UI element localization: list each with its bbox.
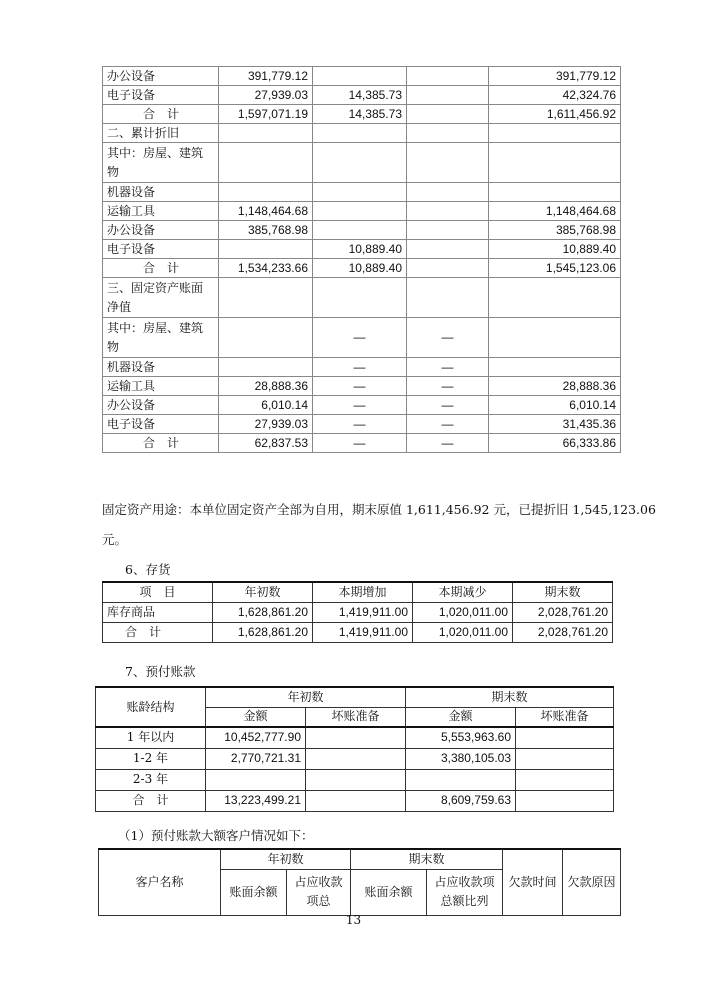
row-label: 2-3 年 bbox=[96, 769, 206, 790]
major-clients-table bbox=[98, 848, 621, 916]
prepayments-table bbox=[95, 686, 614, 812]
cell-value: 28,888.36 bbox=[489, 377, 621, 396]
cell-value: 1,628,861.20 bbox=[213, 622, 313, 642]
cell-value bbox=[313, 202, 407, 221]
cell-value bbox=[489, 278, 621, 318]
cell-value bbox=[407, 278, 489, 318]
table-row bbox=[103, 221, 621, 240]
cell-value: 31,435.36 bbox=[489, 415, 621, 434]
cell-value: 1,020,011.00 bbox=[413, 602, 513, 622]
cell-value: 10,889.40 bbox=[489, 240, 621, 259]
cell-value bbox=[489, 124, 621, 143]
cell-value: — bbox=[313, 434, 407, 453]
row-label: 合 计 bbox=[103, 434, 219, 453]
column-header: 本期减少 bbox=[413, 582, 513, 602]
cell-value bbox=[306, 727, 406, 748]
table-row bbox=[103, 67, 621, 86]
cell-value: — bbox=[313, 396, 407, 415]
row-label: 其中：房屋、建筑物 bbox=[103, 143, 219, 183]
cell-value: 62,837.53 bbox=[219, 434, 313, 453]
header-ratio-end: 占应收款项总额比列 bbox=[427, 869, 503, 915]
row-label: 1-2 年 bbox=[96, 748, 206, 769]
cell-value: 27,939.03 bbox=[219, 86, 313, 105]
cell-value bbox=[313, 124, 407, 143]
fixed-assets-note: 固定资产用途：本单位固定资产全部为自用，期末原值 1,611,456.92 元，已提折旧 1,545,123.06 bbox=[102, 502, 656, 517]
cell-value bbox=[407, 143, 489, 183]
row-label: 其中：房屋、建筑物 bbox=[103, 318, 219, 358]
row-label: 1 年以内 bbox=[96, 727, 206, 748]
cell-value: 14,385.73 bbox=[313, 105, 407, 124]
cell-value bbox=[313, 67, 407, 86]
table-row bbox=[96, 727, 614, 748]
row-label: 合 计 bbox=[96, 790, 206, 811]
cell-value: 1,534,233.66 bbox=[219, 259, 313, 278]
table-row bbox=[103, 259, 621, 278]
cell-value: 391,779.12 bbox=[489, 67, 621, 86]
header-overdue-reason: 欠款原因 bbox=[563, 849, 621, 915]
row-label: 机器设备 bbox=[103, 358, 219, 377]
header-aging: 账龄结构 bbox=[96, 687, 206, 727]
cell-value: — bbox=[313, 377, 407, 396]
cell-value bbox=[407, 221, 489, 240]
table-row bbox=[103, 622, 613, 642]
cell-value: 2,028,761.20 bbox=[513, 602, 613, 622]
header-overdue-time: 欠款时间 bbox=[503, 849, 563, 915]
inventory-heading: 6、存货 bbox=[125, 562, 171, 577]
table-row bbox=[103, 86, 621, 105]
cell-value bbox=[516, 727, 614, 748]
row-label: 办公设备 bbox=[103, 221, 219, 240]
row-label: 合 计 bbox=[103, 622, 213, 642]
cell-value: 3,380,105.03 bbox=[406, 748, 516, 769]
header-begin-provision: 坏账准备 bbox=[306, 707, 406, 727]
cell-value: 1,148,464.68 bbox=[489, 202, 621, 221]
cell-value bbox=[516, 769, 614, 790]
header-begin: 年初数 bbox=[206, 687, 406, 707]
table-row bbox=[103, 434, 621, 453]
cell-value: — bbox=[313, 358, 407, 377]
cell-value: 385,768.98 bbox=[489, 221, 621, 240]
table-row bbox=[96, 769, 614, 790]
row-label: 三、固定资产账面净值 bbox=[103, 278, 219, 318]
cell-value bbox=[489, 318, 621, 358]
header-end-amount: 金额 bbox=[406, 707, 516, 727]
header-end: 期末数 bbox=[351, 849, 503, 869]
cell-value: — bbox=[407, 434, 489, 453]
cell-value: — bbox=[407, 415, 489, 434]
prepayments-heading: 7、预付账款 bbox=[125, 664, 196, 679]
row-label: 运输工具 bbox=[103, 202, 219, 221]
cell-value bbox=[219, 183, 313, 202]
row-label: 电子设备 bbox=[103, 240, 219, 259]
table-row bbox=[103, 124, 621, 143]
cell-value bbox=[313, 221, 407, 240]
cell-value: 391,779.12 bbox=[219, 67, 313, 86]
cell-value: 1,148,464.68 bbox=[219, 202, 313, 221]
cell-value: 1,611,456.92 bbox=[489, 105, 621, 124]
cell-value bbox=[407, 124, 489, 143]
header-end: 期末数 bbox=[406, 687, 614, 707]
table-row bbox=[103, 318, 621, 358]
column-header: 年初数 bbox=[213, 582, 313, 602]
cell-value bbox=[407, 240, 489, 259]
cell-value bbox=[219, 124, 313, 143]
header-begin: 年初数 bbox=[221, 849, 351, 869]
cell-value: — bbox=[407, 358, 489, 377]
column-header: 项 目 bbox=[103, 582, 213, 602]
table-header-row bbox=[103, 582, 613, 602]
cell-value bbox=[306, 748, 406, 769]
table-row bbox=[103, 202, 621, 221]
row-label: 机器设备 bbox=[103, 183, 219, 202]
row-label: 电子设备 bbox=[103, 86, 219, 105]
header-begin-amount: 金额 bbox=[206, 707, 306, 727]
cell-value bbox=[219, 358, 313, 377]
cell-value bbox=[219, 143, 313, 183]
cell-value bbox=[407, 183, 489, 202]
cell-value: 8,609,759.63 bbox=[406, 790, 516, 811]
table-row bbox=[103, 278, 621, 318]
cell-value: — bbox=[407, 377, 489, 396]
cell-value bbox=[406, 769, 516, 790]
cell-value: 42,324.76 bbox=[489, 86, 621, 105]
cell-value: — bbox=[313, 415, 407, 434]
table-row bbox=[103, 377, 621, 396]
cell-value: 385,768.98 bbox=[219, 221, 313, 240]
cell-value: 1,597,071.19 bbox=[219, 105, 313, 124]
row-label: 办公设备 bbox=[103, 67, 219, 86]
cell-value: 10,889.40 bbox=[313, 240, 407, 259]
cell-value: 1,628,861.20 bbox=[213, 602, 313, 622]
cell-value bbox=[313, 278, 407, 318]
fixed-assets-table bbox=[102, 66, 621, 453]
cell-value: 1,020,011.00 bbox=[413, 622, 513, 642]
cell-value: 10,452,777.90 bbox=[206, 727, 306, 748]
table-row bbox=[103, 602, 613, 622]
cell-value bbox=[516, 748, 614, 769]
cell-value: — bbox=[407, 318, 489, 358]
cell-value: 10,889.40 bbox=[313, 259, 407, 278]
cell-value: — bbox=[313, 318, 407, 358]
cell-value bbox=[489, 143, 621, 183]
cell-value bbox=[219, 278, 313, 318]
header-ratio-begin: 占应收款项总 bbox=[287, 869, 351, 915]
cell-value: 6,010.14 bbox=[489, 396, 621, 415]
major-clients-heading: （1）预付账款大额客户情况如下： bbox=[118, 828, 314, 843]
cell-value: 13,223,499.21 bbox=[206, 790, 306, 811]
row-label: 电子设备 bbox=[103, 415, 219, 434]
table-row bbox=[103, 105, 621, 124]
table-row bbox=[103, 143, 621, 183]
cell-value: 6,010.14 bbox=[219, 396, 313, 415]
cell-value: 5,553,963.60 bbox=[406, 727, 516, 748]
row-label: 库存商品 bbox=[103, 602, 213, 622]
cell-value bbox=[313, 183, 407, 202]
table-row bbox=[96, 748, 614, 769]
fixed-assets-note-end: 元。 bbox=[102, 532, 128, 547]
cell-value: 2,770,721.31 bbox=[206, 748, 306, 769]
inventory-table bbox=[102, 581, 613, 643]
cell-value bbox=[516, 790, 614, 811]
cell-value: 1,419,911.00 bbox=[313, 622, 413, 642]
column-header: 本期增加 bbox=[313, 582, 413, 602]
cell-value bbox=[407, 259, 489, 278]
cell-value bbox=[219, 240, 313, 259]
column-header: 期末数 bbox=[513, 582, 613, 602]
cell-value bbox=[489, 183, 621, 202]
table-row bbox=[103, 358, 621, 377]
header-book-end: 账面余额 bbox=[351, 869, 427, 915]
cell-value bbox=[219, 318, 313, 358]
cell-value: 28,888.36 bbox=[219, 377, 313, 396]
page-number: 13 bbox=[345, 913, 362, 927]
table-row bbox=[96, 790, 614, 811]
cell-value: 1,419,911.00 bbox=[313, 602, 413, 622]
cell-value bbox=[407, 105, 489, 124]
table-row bbox=[103, 415, 621, 434]
cell-value: 14,385.73 bbox=[313, 86, 407, 105]
cell-value bbox=[407, 86, 489, 105]
cell-value: — bbox=[407, 396, 489, 415]
cell-value: 27,939.03 bbox=[219, 415, 313, 434]
table-row bbox=[103, 396, 621, 415]
cell-value bbox=[306, 769, 406, 790]
row-label: 合 计 bbox=[103, 105, 219, 124]
cell-value bbox=[407, 67, 489, 86]
header-book-begin: 账面余额 bbox=[221, 869, 287, 915]
header-end-provision: 坏账准备 bbox=[516, 707, 614, 727]
header-client: 客户名称 bbox=[99, 849, 221, 915]
row-label: 运输工具 bbox=[103, 377, 219, 396]
cell-value bbox=[306, 790, 406, 811]
cell-value bbox=[407, 202, 489, 221]
table-row bbox=[103, 240, 621, 259]
table-row bbox=[103, 183, 621, 202]
cell-value bbox=[313, 143, 407, 183]
cell-value: 1,545,123.06 bbox=[489, 259, 621, 278]
cell-value: 2,028,761.20 bbox=[513, 622, 613, 642]
row-label: 办公设备 bbox=[103, 396, 219, 415]
row-label: 合 计 bbox=[103, 259, 219, 278]
cell-value bbox=[206, 769, 306, 790]
row-label: 二、累计折旧 bbox=[103, 124, 219, 143]
cell-value bbox=[489, 358, 621, 377]
cell-value: 66,333.86 bbox=[489, 434, 621, 453]
